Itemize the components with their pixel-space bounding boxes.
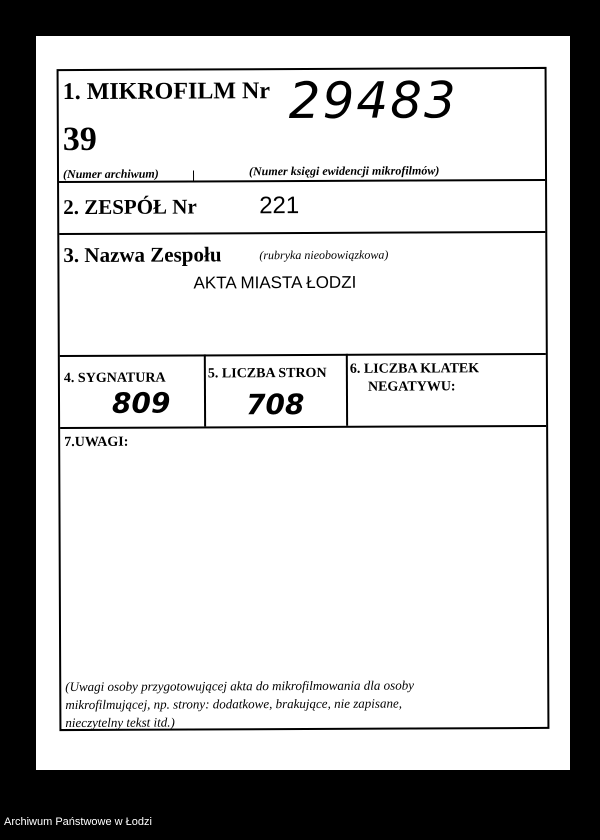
nazwa-note: (rubryka nieobowiązkowa) [259, 247, 389, 263]
liczba-stron-label: 5. LICZBA STRON [207, 365, 327, 382]
zespol-value: 221 [259, 192, 300, 220]
uwagi-label: 7.UWAGI: [64, 434, 129, 451]
uwagi-note-line-3: nieczytelny tekst itd.) [65, 714, 175, 731]
caption-tick [193, 170, 194, 180]
liczba-klatek-label: 6. LICZBA KLATEK [349, 361, 480, 377]
register-number-caption: (Numer księgi ewidencji mikrofilmów) [248, 163, 440, 179]
divider-col-1 [204, 354, 206, 426]
mikrofilm-label: 1. MIKROFILM Nr [62, 78, 271, 106]
sygnatura-value: 809 [111, 386, 171, 420]
liczba-stron-value: 708 [245, 387, 305, 422]
microfilm-number: 29483 [288, 71, 458, 131]
paper-card [36, 36, 570, 770]
divider-4 [60, 425, 546, 429]
archive-footer: Archiwum Państwowe w Łodzi [4, 816, 152, 828]
uwagi-note-line-1: (Uwagi osoby przygotowującej akta do mikrofilmowania dla osoby [65, 677, 414, 695]
archive-number-caption: (Numer archiwum) [62, 166, 159, 182]
uwagi-note-line-2: mikrofilmującej, np. strony: dodatkowe, brakujące, nie zapisane, [65, 695, 402, 713]
divider-3 [60, 353, 546, 357]
nazwa-label: 3. Nazwa Zespołu [63, 242, 222, 268]
archive-number: 39 [62, 120, 97, 159]
nazwa-value: AKTA MIASTA ŁODZI [193, 272, 357, 293]
microfilm-form [57, 67, 550, 731]
sygnatura-label: 4. SYGNATURA [63, 370, 166, 387]
divider-col-2 [346, 354, 348, 426]
divider-2 [59, 231, 545, 235]
negatywu-label: NEGATYWU: [367, 379, 456, 395]
zespol-label: 2. ZESPÓŁ Nr [63, 194, 197, 220]
